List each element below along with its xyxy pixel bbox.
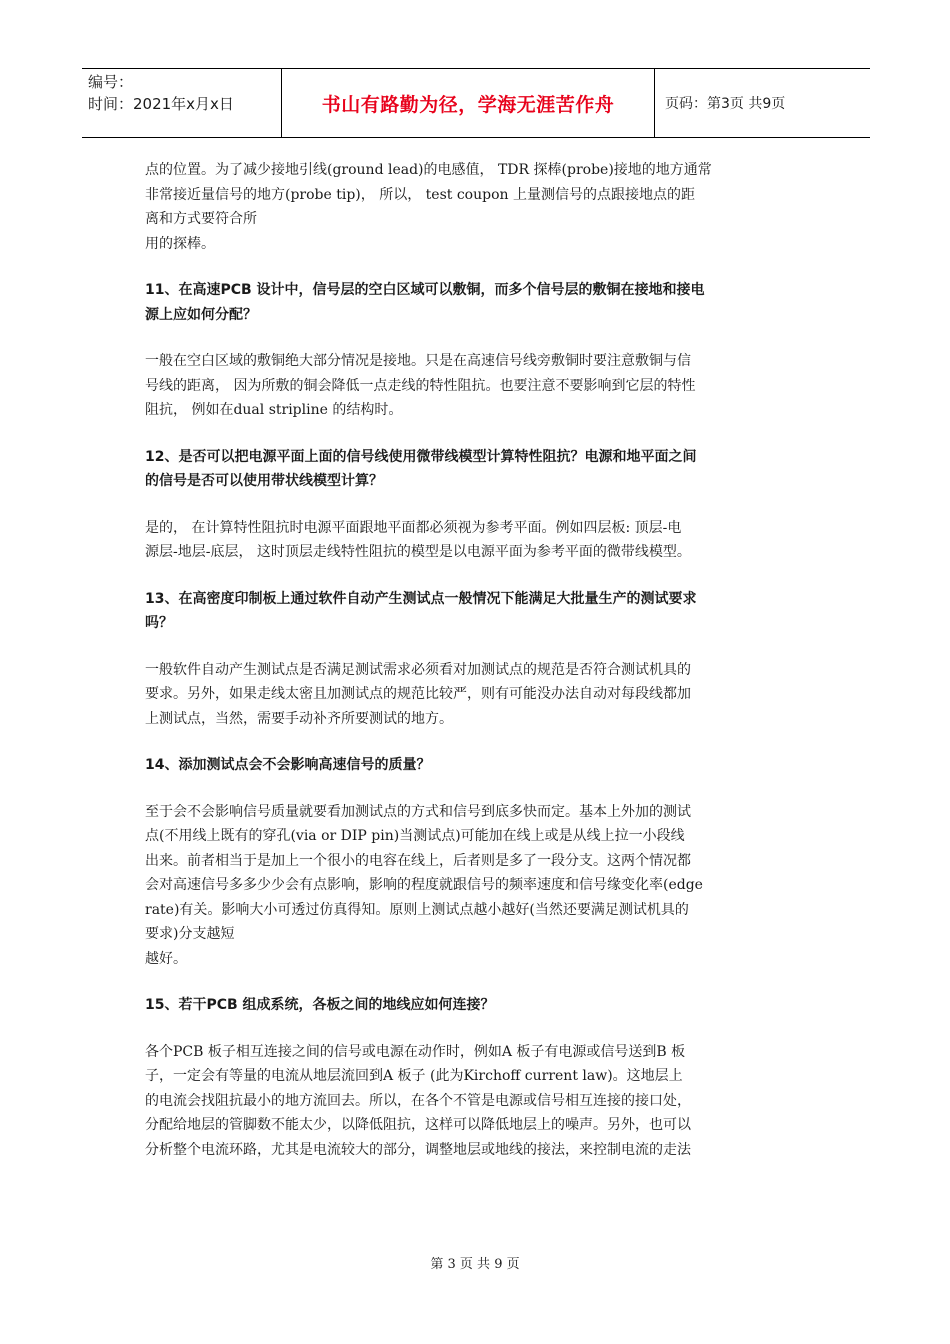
answer-paragraph (145, 158, 809, 256)
text-line: 非常接近量信号的地方(probe tip)， 所以， test coupon 上量测信号的点跟接地点的距 (145, 186, 695, 203)
text-line: 要求)分支越短 (145, 926, 235, 942)
question-heading (145, 278, 809, 327)
text-line: 13、在高密度印制板上通过软件自动产生测试点一般情况下能满足大批量生产的测试要求 (145, 590, 697, 607)
text-line: 上测试点，当然，需要手动补齐所要测试的地方。 (145, 710, 453, 727)
text-line: 用的探棒。 (145, 235, 215, 252)
header-page-info: 页码：第3页 共9页 (665, 96, 786, 112)
text-line: 11、在高速PCB 设计中，信号层的空白区域可以敷铜，而多个信号层的敷铜在接地和接电 (145, 282, 705, 298)
question-heading (145, 445, 809, 494)
header-meta (82, 69, 281, 137)
answer-paragraph (145, 658, 809, 732)
text-line: rate)有关。影响大小可透过仿真得知。原则上测试点越小越好(当然还要满足测试机具的 (145, 901, 689, 918)
text-line: 源上应如何分配？ (145, 306, 257, 323)
page-header (82, 68, 870, 138)
header-motto: 书山有路勤为径，学海无涯苦作舟 (281, 69, 655, 137)
text-line: 一般软件自动产生测试点是否满足测试需求必须看对加测试点的规范是否符合测试机具的 (145, 661, 691, 678)
text-line: 要求。另外，如果走线太密且加测试点的规范比较严，则有可能没办法自动对每段线都加 (145, 686, 691, 702)
text-line: 越好。 (145, 950, 187, 967)
question-heading (145, 587, 809, 636)
answer-paragraph (145, 516, 809, 565)
text-line: 的电流会找阻抗最小的地方流回去。所以，在各个不管是电源或信号相互连接的接口处， (145, 1092, 691, 1109)
text-line: 离和方式要符合所 (145, 211, 257, 227)
text-line: 号线的距离， 因为所敷的铜会降低一点走线的特性阻抗。也要注意不要影响到它层的特性 (145, 377, 696, 394)
text-line: 各个PCB 板子相互连接之间的信号或电源在动作时，例如A 板子有电源或信号送到B 板 (145, 1043, 686, 1060)
text-line: 是的， 在计算特性阻抗时电源平面跟地平面都必须视为参考平面。例如四层板: 顶层-电 (145, 519, 682, 536)
text-line: 会对高速信号多多少少会有点影响，影响的程度就跟信号的频率速度和信号缘变化率(edge (145, 877, 703, 893)
page-footer: 第 3 页 共 9 页 (430, 1257, 520, 1272)
text-line: 吗？ (145, 615, 173, 631)
text-line: 子，一定会有等量的电流从地层流回到A 板子 (此为Kirchoff current law)。这地层上 (145, 1068, 683, 1084)
text-line: 的信号是否可以使用带状线模型计算？ (145, 473, 383, 489)
question-heading (145, 753, 809, 778)
text-line: 分配给地层的管脚数不能太少，以降低阻抗，这样可以降低地层上的噪声。另外，也可以 (145, 1117, 691, 1133)
question-heading (145, 993, 809, 1018)
answer-paragraph (145, 800, 809, 972)
text-line: 至于会不会影响信号质量就要看加测试点的方式和信号到底多快而定。基本上外加的测试 (145, 803, 691, 820)
answer-paragraph (145, 1040, 809, 1163)
text-line: 14、添加测试点会不会影响高速信号的质量？ (145, 757, 431, 773)
text-line: 12、是否可以把电源平面上面的信号线使用微带线模型计算特性阻抗？电源和地平面之间 (145, 448, 697, 465)
text-line: 阻抗， 例如在dual stripline 的结构时。 (145, 402, 403, 418)
serial-label: 编号： (88, 73, 134, 91)
text-line: 点的位置。为了减少接地引线(ground lead)的电感值， TDR 探棒(probe)接地的地方通常 (145, 162, 712, 178)
document-body (145, 158, 809, 1184)
text-line: 一般在空白区域的敷铜绝大部分情况是接地。只是在高速信号线旁敷铜时要注意敷铜与信 (145, 353, 691, 369)
text-line: 点(不用线上既有的穿孔(via or DIP pin)当测试点)可能加在线上或是从线上拉一小段线 (145, 828, 685, 844)
text-line: 源层-地层-底层， 这时顶层走线特性阻抗的模型是以电源平面为参考平面的微带线模型。 (145, 544, 691, 560)
text-line: 分析整个电流环路，尤其是电流较大的部分，调整地层或地线的接法，来控制电流的走法 (145, 1141, 691, 1158)
date-line: 时间：2021年x月x日 (88, 95, 234, 113)
text-line: 15、若干PCB 组成系统，各板之间的地线应如何连接？ (145, 997, 495, 1013)
answer-paragraph (145, 349, 809, 423)
text-line: 出来。前者相当于是加上一个很小的电容在线上，后者则是多了一段分支。这两个情况都 (145, 852, 691, 869)
